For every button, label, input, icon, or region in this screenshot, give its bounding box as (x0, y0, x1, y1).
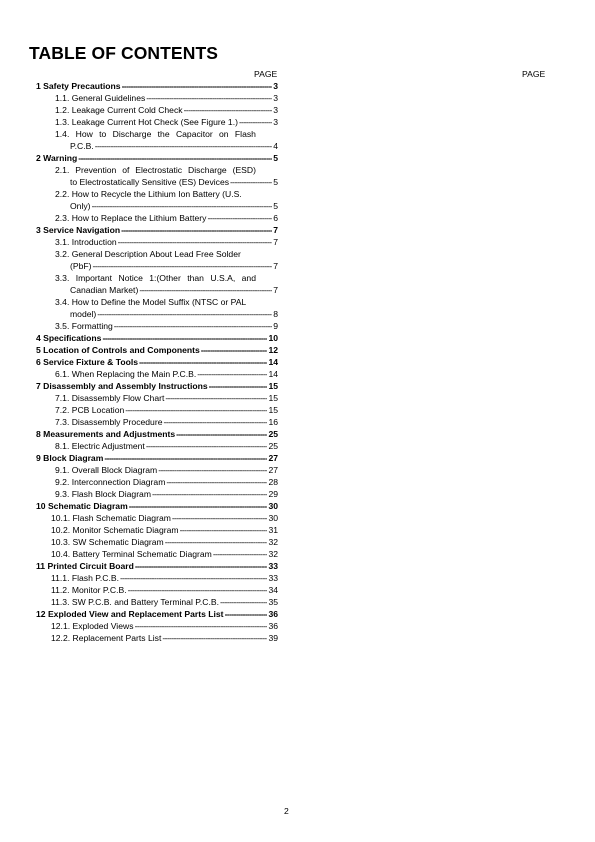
toc-entry-7[interactable]: 7 Disassembly and Assembly Instructions ----- 15 (36, 380, 278, 392)
toc-title: TABLE OF CONTENTS (29, 43, 219, 63)
toc-entry-10-3[interactable]: 10.3. SW Schematic Diagram ----- 32 (36, 536, 278, 548)
page-column-header-left: PAGE (254, 69, 278, 79)
toc-entry-3-3-line2[interactable]: Canadian Market) ----- 7 (36, 284, 278, 296)
toc-entry-5[interactable]: 5 Location of Controls and Components ----- 12 (36, 344, 278, 356)
toc-entry-11-1[interactable]: 11.1. Flash P.C.B. ----- 33 (36, 572, 278, 584)
toc-entry-10[interactable]: 10 Schematic Diagram ----- 30 (36, 500, 278, 512)
toc-entry-7-1[interactable]: 7.1. Disassembly Flow Chart ----- 15 (36, 392, 278, 404)
toc-entry-2-1-line2[interactable]: to Electrostatically Sensitive (ES) Devices ----- 5 (36, 176, 278, 188)
toc-entry-2-2-line1[interactable]: 2.2. How to Recycle the Lithium Ion Battery (U.S. (55, 189, 242, 199)
toc-entry-4[interactable]: 4 Specifications ----- 10 (36, 332, 278, 344)
toc-entry-10-2[interactable]: 10.2. Monitor Schematic Diagram ----- 31 (36, 524, 278, 536)
toc-entry-9-2[interactable]: 9.2. Interconnection Diagram ----- 28 (36, 476, 278, 488)
toc-entry-9[interactable]: 9 Block Diagram ----- 27 (36, 452, 278, 464)
toc-entry-2-2-line2[interactable]: Only) ----- 5 (36, 200, 278, 212)
toc-entry-3-2-line1[interactable]: 3.2. General Description About Lead Free Solder (55, 249, 241, 259)
toc-entry-11[interactable]: 11 Printed Circuit Board ----- 33 (36, 560, 278, 572)
toc-entry-7-3[interactable]: 7.3. Disassembly Procedure ----- 16 (36, 416, 278, 428)
toc-list (36, 80, 278, 644)
toc-entry-3-4-line1[interactable]: 3.4. How to Define the Model Suffix (NTSC or PAL (55, 297, 247, 307)
toc-entry-9-3[interactable]: 9.3. Flash Block Diagram ----- 29 (36, 488, 278, 500)
toc-entry-3-1[interactable]: 3.1. Introduction ----- 7 (36, 236, 278, 248)
toc-entry-6-1[interactable]: 6.1. When Replacing the Main P.C.B. ----- 14 (36, 368, 278, 380)
toc-entry-3-4-line2[interactable]: model) ----- 8 (36, 308, 278, 320)
dot-leader (122, 80, 273, 92)
toc-entry-10-1[interactable]: 10.1. Flash Schematic Diagram ----- 30 (36, 512, 278, 524)
toc-entry-1-1[interactable]: 1.1. General Guidelines ----- 3 (36, 92, 278, 104)
toc-entry-2[interactable]: 2 Warning ----- 5 (36, 152, 278, 164)
toc-entry-8[interactable]: 8 Measurements and Adjustments ----- 25 (36, 428, 278, 440)
toc-entry-11-3[interactable]: 11.3. SW P.C.B. and Battery Terminal P.C.B. ----- 35 (36, 596, 278, 608)
toc-entry-1-4-line2[interactable]: P.C.B. ----- 4 (36, 140, 278, 152)
page-column-header-right: PAGE (522, 69, 546, 79)
toc-entry-6[interactable]: 6 Service Fixture & Tools ----- 14 (36, 356, 278, 368)
toc-entry-1[interactable]: 1 Safety Precautions ----- 3 (36, 80, 278, 92)
toc-entry-2-1-line1[interactable]: 2.1. Prevention of Electrostatic Discharge (ESD) (55, 165, 256, 175)
toc-entry-3[interactable]: 3 Service Navigation ----- 7 (36, 224, 278, 236)
toc-entry-10-4[interactable]: 10.4. Battery Terminal Schematic Diagram ----- 32 (36, 548, 278, 560)
toc-entry-3-2-line2[interactable]: (PbF) ----- 7 (36, 260, 278, 272)
page-number: 2 (284, 806, 289, 816)
toc-entry-11-2[interactable]: 11.2. Monitor P.C.B. ----- 34 (36, 584, 278, 596)
toc-entry-3-5[interactable]: 3.5. Formatting ----- 9 (36, 320, 278, 332)
toc-entry-1-4-line1[interactable]: 1.4. How to Discharge the Capacitor on Flash (55, 129, 256, 139)
toc-entry-7-2[interactable]: 7.2. PCB Location ----- 15 (36, 404, 278, 416)
toc-entry-2-3[interactable]: 2.3. How to Replace the Lithium Battery ----- 6 (36, 212, 278, 224)
toc-entry-3-3-line1[interactable]: 3.3. Important Notice 1:(Other than U.S.A, and (55, 273, 256, 283)
toc-entry-1-2[interactable]: 1.2. Leakage Current Cold Check ----- 3 (36, 104, 278, 116)
toc-entry-12-1[interactable]: 12.1. Exploded Views ----- 36 (36, 620, 278, 632)
toc-entry-12-2[interactable]: 12.2. Replacement Parts List ----- 39 (36, 632, 278, 644)
toc-entry-12[interactable]: 12 Exploded View and Replacement Parts List ----- 36 (36, 608, 278, 620)
toc-entry-9-1[interactable]: 9.1. Overall Block Diagram ----- 27 (36, 464, 278, 476)
toc-entry-8-1[interactable]: 8.1. Electric Adjustment ----- 25 (36, 440, 278, 452)
toc-entry-1-3[interactable]: 1.3. Leakage Current Hot Check (See Figure 1.) ----- 3 (36, 116, 278, 128)
